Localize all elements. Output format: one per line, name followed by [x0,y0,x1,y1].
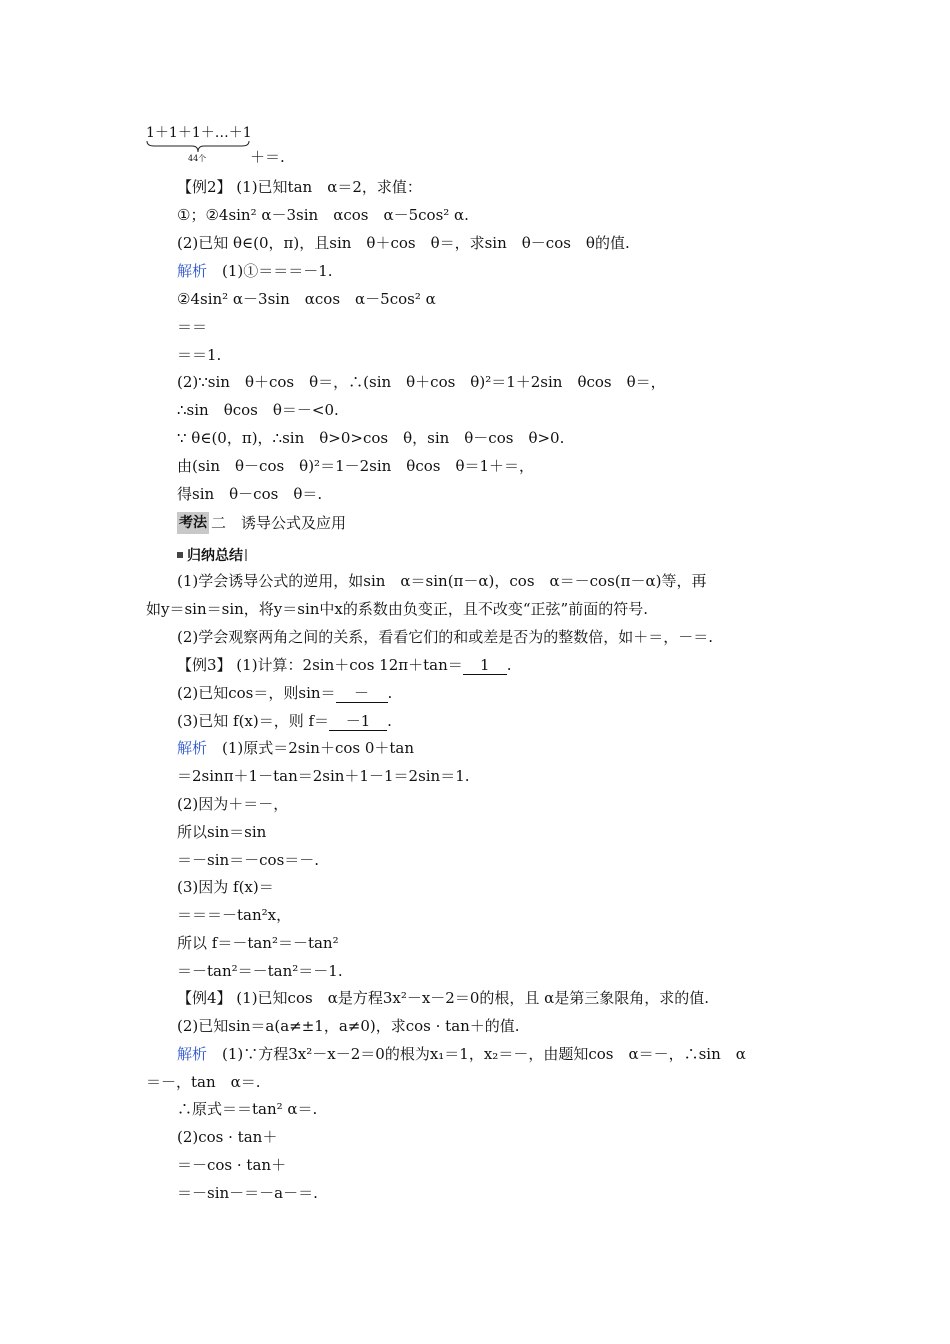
ex2-solution-line: 得sin θ－cos θ＝. [177,485,323,503]
square-bullet-icon [177,552,183,558]
ex3-solution-line: ＝－tan²＝－tan²＝－1. [177,962,343,980]
ex2-solution-text: (1)①＝＝＝－1. [207,262,333,280]
ex3-solution-line: ＝＝＝－tan²x， [177,906,292,924]
summary-point-2: (2)学会观察两角之间的关系，看看它们的和或差是否为的整数倍，如＋＝，－＝. [177,628,714,646]
kaofa-tag: 考法 [177,512,209,534]
solution-label: 解析 [177,262,208,280]
summary-point-1: (1)学会诱导公式的逆用，如sin α＝sin(π－α)，cos α＝－cos(π－α)等，再 [177,572,707,590]
ex3-q1-answer: 1 [463,657,507,675]
underbrace-icon [146,140,250,154]
ex3-q1-suffix: . [506,656,512,674]
bar-marker-icon [245,549,247,561]
ex3-solution-line: ＝2sinπ＋1－tan＝2sin＋1－1＝2sin＝1. [177,767,470,785]
ex3-question-3 [177,711,392,731]
ex2-question-1-items: ①；②4sin² α－3sin αcos α－5cos² α. [177,206,469,224]
ex2-solution-line [177,261,333,281]
ex3-q2-suffix: . [387,684,393,702]
ex2-solution-line: ＝＝ [177,318,208,336]
brace-sum-top: 1＋1＋1＋…＋1 [146,125,252,141]
ex3-solution-line: ＝－sin＝－cos＝－. [177,851,320,869]
brace-count-label: 44个 [188,154,207,163]
ex4-question-2: (2)已知sin＝a(a≠±1，a≠0)，求cos · tan＋的值. [177,1017,520,1035]
ex4-solution-line: ＝－，tan α＝. [146,1073,261,1091]
ex3-q2-answer: － [336,685,388,703]
solution-label: 解析 [177,1045,208,1063]
section-header [177,512,346,534]
ex3-question-2 [177,683,392,703]
ex3-question-1 [177,655,512,675]
summary-point-1-cont: 如y＝sin＝sin，将y＝sin中x的系数由负变正，且不改变“正弦”前面的符号. [146,600,648,618]
ex3-q3-text: (3)已知 f(x)＝，则 f＝ [177,712,330,730]
ex4-solution-line: ＝－cos · tan＋ [177,1156,287,1174]
ex3-solution-line: (2)因为＋＝－， [177,795,289,813]
ex2-solution-line: ②4sin² α－3sin αcos α－5cos² α [177,290,436,308]
ex3-q2-text: (2)已知cos＝，则sin＝ [177,684,336,702]
ex4-solution-line [177,1044,746,1064]
section-title: 二 诱导公式及应用 [211,514,347,532]
ex3-solution-line [177,738,414,758]
ex4-solution-line: ＝－sin－＝－a－＝. [177,1184,318,1202]
ex3-solution-line: 所以sin＝sin [177,823,267,841]
ex2-solution-line: ∴sin θcos θ＝－<0. [177,401,339,419]
summary-heading-text: 归纳总结 [187,548,243,564]
brace-expression-rest: ＋＝. [250,148,285,166]
ex2-solution-line: (2)∵sin θ＋cos θ＝，∴(sin θ＋cos θ)²＝1＋2sin θcos θ＝， [177,373,666,391]
ex3-q1-text: 【例3】 (1)计算：2sin＋cos 12π＋tan＝ [177,656,463,674]
ex2-question-1: 【例2】 (1)已知tan α＝2，求值： [177,178,422,196]
ex2-solution-line: ∵ θ∈(0，π)，∴sin θ>0>cos θ，sin θ－cos θ>0. [177,429,565,447]
ex2-solution-line: 由(sin θ－cos θ)²＝1－2sin θcos θ＝1＋＝， [177,457,535,475]
ex2-solution-line: ＝＝1. [177,346,222,364]
ex4-question-1: 【例4】 (1)已知cos α是方程3x²－x－2＝0的根，且 α是第三象限角，求的值. [177,989,710,1007]
ex2-question-2: (2)已知 θ∈(0，π)，且sin θ＋cos θ＝，求sin θ－cos θ的值. [177,234,630,252]
ex3-solution-line: 所以 f＝－tan²＝－tan² [177,934,339,952]
ex3-solution-line: (3)因为 f(x)＝ [177,878,274,896]
ex3-q3-answer: －1 [329,713,387,731]
ex4-solution-text: (1)∵方程3x²－x－2＝0的根为x₁＝1，x₂＝－，由题知cos α＝－，∴sin α [207,1045,746,1063]
ex3-solution-text: (1)原式＝2sin＋cos 0＋tan [207,739,415,757]
summary-heading [177,545,247,565]
ex3-q3-suffix: . [387,712,392,730]
ex4-solution-line: ∴原式＝＝tan² α＝. [177,1100,318,1118]
ex4-solution-line: (2)cos · tan＋ [177,1128,278,1146]
solution-label: 解析 [177,739,208,757]
